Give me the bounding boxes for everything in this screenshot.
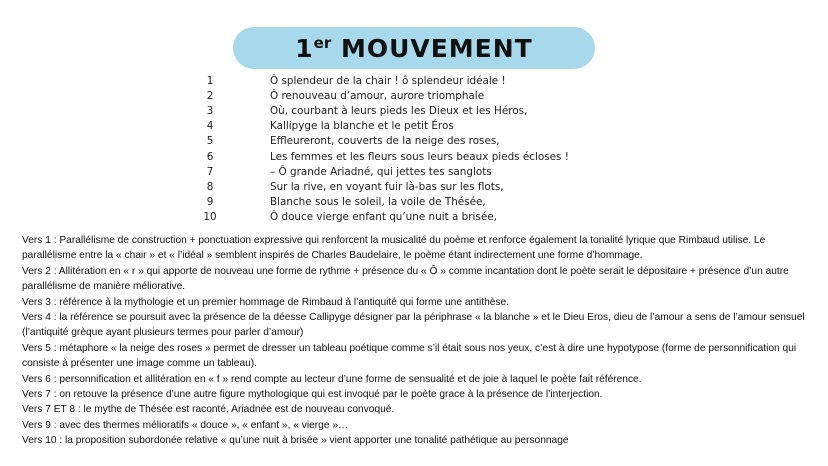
verse-analysis-note: Vers 7 ET 8 : le mythe de Thésée est raconté, Ariadnée est de nouveau convoqué. [22,404,395,416]
poem-line [200,195,620,210]
line-number: 1 [206,74,214,87]
verse-analysis-note: Vers 5 : métaphore « la neige des roses » permet de dresser un tableau poétique comme s’il était sous nos yeux, c’est à dire une hypotypose (forme de personnification qui consiste à présenter une image comme un tableau). [22,342,797,370]
line-number: 5 [206,135,214,148]
line-number: 8 [206,180,214,193]
verse-text: Sur la rive, en voyant fuir là-bas sur les flots, [270,180,504,193]
title-banner [233,27,595,69]
title-word: MOUVEMENT [331,33,533,63]
analysis-notes [22,233,822,449]
poem-line [200,119,620,134]
verse-text: Ô splendeur de la chair ! ô splendeur idéale ! [270,74,506,87]
title-number: 1 [295,33,314,63]
poem-line [200,73,620,88]
line-number: 4 [206,120,214,133]
verse-analysis-note: Vers 9 : avec des thermes mélioratifs « douce », « enfant », « vierge »… [22,419,349,431]
line-number: 2 [206,89,214,102]
verse-analysis-note: Vers 7 : on retouve la présence d’une autre figure mythologique qui est invoqué par le poète grace à la présence de l’interjection. [22,389,603,401]
verse-text: Blanche sous le soleil, la voile de Thésée, [270,196,486,209]
line-number: 3 [206,104,214,117]
page-title [295,34,532,63]
line-number: 10 [203,211,217,224]
poem-line [200,149,620,164]
line-number: 6 [206,150,214,163]
verse-analysis-note: Vers 6 : personnification et allitération en « f » rend compte au lecteur d’une forme de sensualité et de joie à laquel le poète fait référence. [22,373,642,385]
poem-line [200,134,620,149]
verse-text: Les femmes et les fleurs sous leurs beaux pieds écloses ! [270,150,569,163]
verse-analysis-note: Vers 4 : la référence se poursuit avec la présence de la déesse Callipyge désigner par la périphrase « la blanche » et le Dieu Eros, dieu de l’amour a sens de l’amour sensuel (l’antiquité grèque ayant plusieurs termes pour parler d’amour) [22,312,805,339]
verse-text: Ô renouveau d’amour, aurore triomphale [270,89,485,102]
poem-line [200,179,620,194]
poem-line [200,164,620,179]
poem-excerpt [200,73,620,225]
verse-analysis-note: Vers 3 : référence à la mythologie et un premier hommage de Rimbaud à l’antiquité qui forme une antithèse. [22,296,510,308]
poem-line [200,103,620,118]
title-ordinal: er [313,33,332,52]
line-number: 9 [206,196,214,209]
verse-text: Effleureront, couverts de la neige des roses, [270,135,500,148]
verse-analysis-note: Vers 10 : la proposition subordonée relative « qu’une nuit à brisée » vient apporter une tonalité pathétique au personnage [22,435,569,447]
verse-text: Kallipyge la blanche et le petit Éros [270,120,454,133]
poem-line [200,210,620,225]
verse-text: – Ô grande Ariadné, qui jettes tes sanglots [270,165,492,178]
poem-line [200,88,620,103]
verse-analysis-note: Vers 1 : Parallélisme de construction + ponctuation expressive qui renforcent la musicalité du poème et renforce également la tonalité lyrique que Rimbaud utilise. Le parallélisme entre la « chair » et « l’idéal » semblent inspirés de Charles Baudelaire, le poème étant indirectement une forme d’hommage. [22,235,766,262]
verse-text: Où, courbant à leurs pieds les Dieux et les Héros, [270,104,528,117]
line-number: 7 [206,165,214,178]
verse-analysis-note: Vers 2 : Allitération en « r » qui apporte de nouveau une forme de rythme + présence du « Ô » comme incantation dont le poète serait le dépositaire + présence d’un autre parallélisme de manière méliorative. [22,265,789,293]
verse-text: Ô douce vierge enfant qu’une nuit a brisée, [270,211,497,224]
